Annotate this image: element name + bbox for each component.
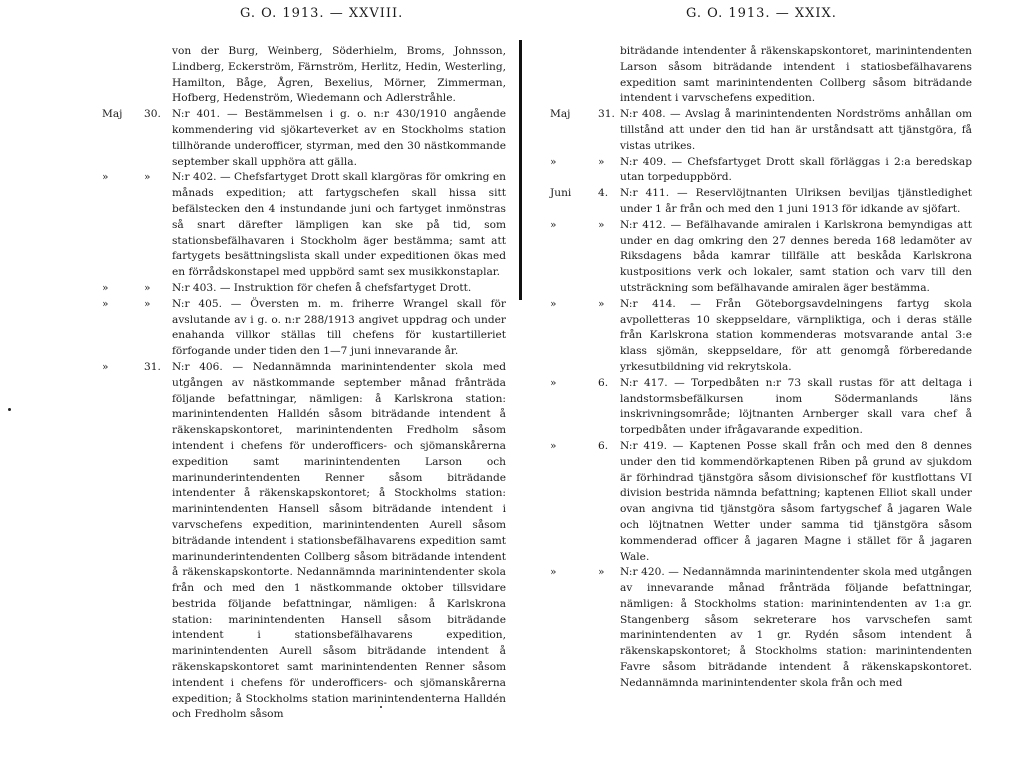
entry-day: » (598, 297, 605, 310)
entry-day: 4. (598, 187, 609, 200)
entry-text: N:r 406. — Nedannämnda marinintendenter skola med utgången av nästkommande september månad frånträda följande befattningar, nämligen: å Karlskrona station: marinintendenten Halldén såsom biträdande intendent å räkenskapskontoret, marinintendenten Fredholm såsom intendent i chefens för underofficers- och sjömanskårerna expedition samt marinintendenten Larson och marinunderintendenten Renner såsom biträdande intendenter å räkenskapskontoret; å Stockholms station: marinintendenten Hansell såsom biträdande intendent i varvschefens expedition, marinintendenten Aurell såsom biträdande intendent i stationsbefälhavarens expedition samt marinunderintendenten Collberg såsom biträdande intendent å räkenskapskontorte. Nedannämnda marinintendenter skola från och med den 1 nästkommande oktober tillsvidare bestrida följande befattningar, nämligen: å Karlskrona station: marinintendenten Hansell såsom biträdande intendent i stationsbefälhavarens expedition, marinintendenten Aurell såsom biträdande intendent å räkenskapskontoret samt marinintendenten Renner såsom intendent i chefens för underofficers- och sjömanskårerna expedition; å Stockholms station marinintendenterna Halldén och Fredholm såsom (172, 360, 506, 721)
entry-month: » (102, 171, 109, 184)
entry-month: » (550, 155, 557, 168)
entry-month: » (102, 360, 109, 373)
entry-day: » (598, 566, 605, 579)
entry-text: N:r 409. — Chefsfartyget Drott skall förläggas i 2:a beredskap utan torpeduppbörd. (620, 155, 972, 184)
entry-day: » (144, 281, 151, 294)
entry-text: N:r 411. — Reservlöjtnanten Ulriksen beviljas tjänstledighet under 1 år från och med den 1 juni 1913 för idkande av sjöfart. (620, 187, 972, 215)
right-entry (550, 107, 972, 154)
entry-month: » (550, 297, 557, 310)
right-entry (550, 218, 972, 297)
right-entry (620, 44, 972, 107)
entry-month: » (102, 297, 109, 310)
right-entry (550, 155, 972, 187)
entry-day: 6. (598, 439, 609, 452)
entry-text: N:r 401. — Bestämmelsen i g. o. n:r 430/1910 angående kommendering vid sjökarteverket av en Stockholms station tillhörande underofficer, styrman, med den 30 nästkommande september skall upphöra att gälla. (172, 108, 506, 168)
gutter-line (519, 40, 522, 300)
print-speck (380, 706, 382, 708)
right-entry (550, 439, 972, 565)
left-entry (102, 281, 506, 297)
entry-text: N:r 417. — Torpedbåten n:r 73 skall rustas för att deltaga i landstormsbefälkursen inom Södermanlands läns inskrivningsområde; löjtnanten Arnberger skall vara chef å torpedbåten under ifrågavarande expedition. (620, 376, 972, 437)
entry-text: N:r 414. — Från Göteborgsavdelningens fartyg skola avpolletteras 10 skeppseldare, värnpliktiga, och i deras ställe från Karlskrona station kommenderas motsvarande antal 3:e klass sjömän, skeppseldare, för att genomgå förberedande yrkesutbildning vid rekrytskola. (620, 297, 972, 373)
entry-month: Juni (550, 187, 572, 200)
entry-month: » (102, 281, 109, 294)
left-entry (102, 360, 506, 723)
left-entry (102, 170, 506, 281)
entry-month: » (550, 376, 557, 389)
left-page-body (102, 44, 506, 723)
entry-day: » (598, 218, 605, 231)
entry-day: » (598, 155, 605, 168)
entry-day: 31. (144, 360, 161, 373)
entry-text: N:r 412. — Befälhavande amiralen i Karlskrona bemyndigas att under en dag omkring den 27 dennes bereda 168 ledamöter av Riksdagens båda kamrar tillfälle att beskåda Karlskrona kustpositions verk och lokaler, samt station och varv till den utsträckning som befälhavande amiralen äger bestämma. (620, 218, 972, 294)
entry-day: 30. (144, 108, 161, 121)
left-entry (102, 297, 506, 360)
entry-day: 31. (598, 108, 615, 121)
entry-text: N:r 402. — Chefsfartyget Drott skall klargöras för omkring en månads expedition; att fartygschefen skall hissa sitt befälstecken den 4 instundande juni och fartyget inmönstras så snart därefter lämpligen kan ske på tid, som stationsbefälhavaren i Stockholm äger bestämma; samt att fartygets besättningslista skall under expeditionen ökas med en förrådskonstapel med uppbörd samt sex musikkonstaplar. (172, 171, 506, 279)
entry-day: » (144, 297, 151, 310)
right-entry (550, 297, 972, 376)
right-entry (550, 376, 972, 439)
right-entry (550, 186, 972, 218)
right-entry (550, 565, 972, 691)
entry-text: von der Burg, Weinberg, Söderhielm, Broms, Johnsson, Lindberg, Eckerström, Färnström, Herlitz, Hedin, Westerling, Hamilton, Båge, Ågren, Bexelius, Mörner, Zimmerman, Hofberg, Hedenström, Wiedemann och Adlerstråhle. (172, 45, 506, 105)
entry-month: » (550, 566, 557, 579)
right-page-header: G. O. 1913. — XXIX. (686, 6, 837, 21)
left-page-header: G. O. 1913. — XXVIII. (240, 6, 404, 21)
entry-text: N:r 420. — Nedannämnda marinintendenter skola med utgången av innevarande månad frånträda följande befattningar, nämligen: å Stockholms station: marinintendenten av 1:a gr. Stangenberg såsom sekreterare hos varvschefen samt marinintendenten av 1 gr. Rydén såsom intendent å räkenskapskontoret; å Stockholms station: marinintendenten Favre såsom biträdande intendent å räkenskapskontoret. Nedannämnda marinintendenter skola från och med (620, 566, 972, 689)
entry-month: » (550, 218, 557, 231)
entry-day: » (144, 171, 151, 184)
entry-text: N:r 405. — Översten m. m. friherre Wrangel skall för avslutande av i g. o. n:r 288/1913 angivet uppdrag och under enahanda villkor ställas till chefens för kustartilleriet förfogande under tiden den 1—7 juni innevarande år. (172, 297, 506, 358)
right-page (524, 0, 1024, 778)
entry-month: Maj (102, 108, 123, 121)
left-entry (102, 107, 506, 170)
entry-day: 6. (598, 376, 609, 389)
entry-month: » (550, 439, 557, 452)
left-entry (172, 44, 506, 107)
entry-text: biträdande intendenter å räkenskapskontoret, marinintendenten Larson såsom biträdande intendent i statiosbefälhavarens expedition samt marinintendenten Collberg såsom biträdande intendent i varvschefens expedition. (620, 45, 972, 105)
entry-text: N:r 403. — Instruktion för chefen å chefsfartyget Drott. (172, 281, 472, 294)
entry-text: N:r 408. — Avslag å marinintendenten Nordströms anhållan om tillstånd att under den tid han är urståndsatt att tjänstgöra, få vistas utrikes. (620, 108, 972, 152)
right-page-body (550, 44, 972, 692)
entry-month: Maj (550, 108, 571, 121)
entry-text: N:r 419. — Kaptenen Posse skall från och med den 8 dennes under den tid kommendörkaptenen Riben på grund av sjukdom är förhindrad tjänstgöra såsom divisionschef för kustflottans VI division bestrida nämnda befattning; kaptenen Elliot skall under ovan angivna tid tjänstgöra såsom fartygschef å jagaren Wale och löjtnatnen Wetter under samma tid tjänstgöra såsom kommenderad officer å jagaren Magne i stället för å jagaren Wale. (620, 439, 972, 563)
print-speck (8, 408, 11, 411)
